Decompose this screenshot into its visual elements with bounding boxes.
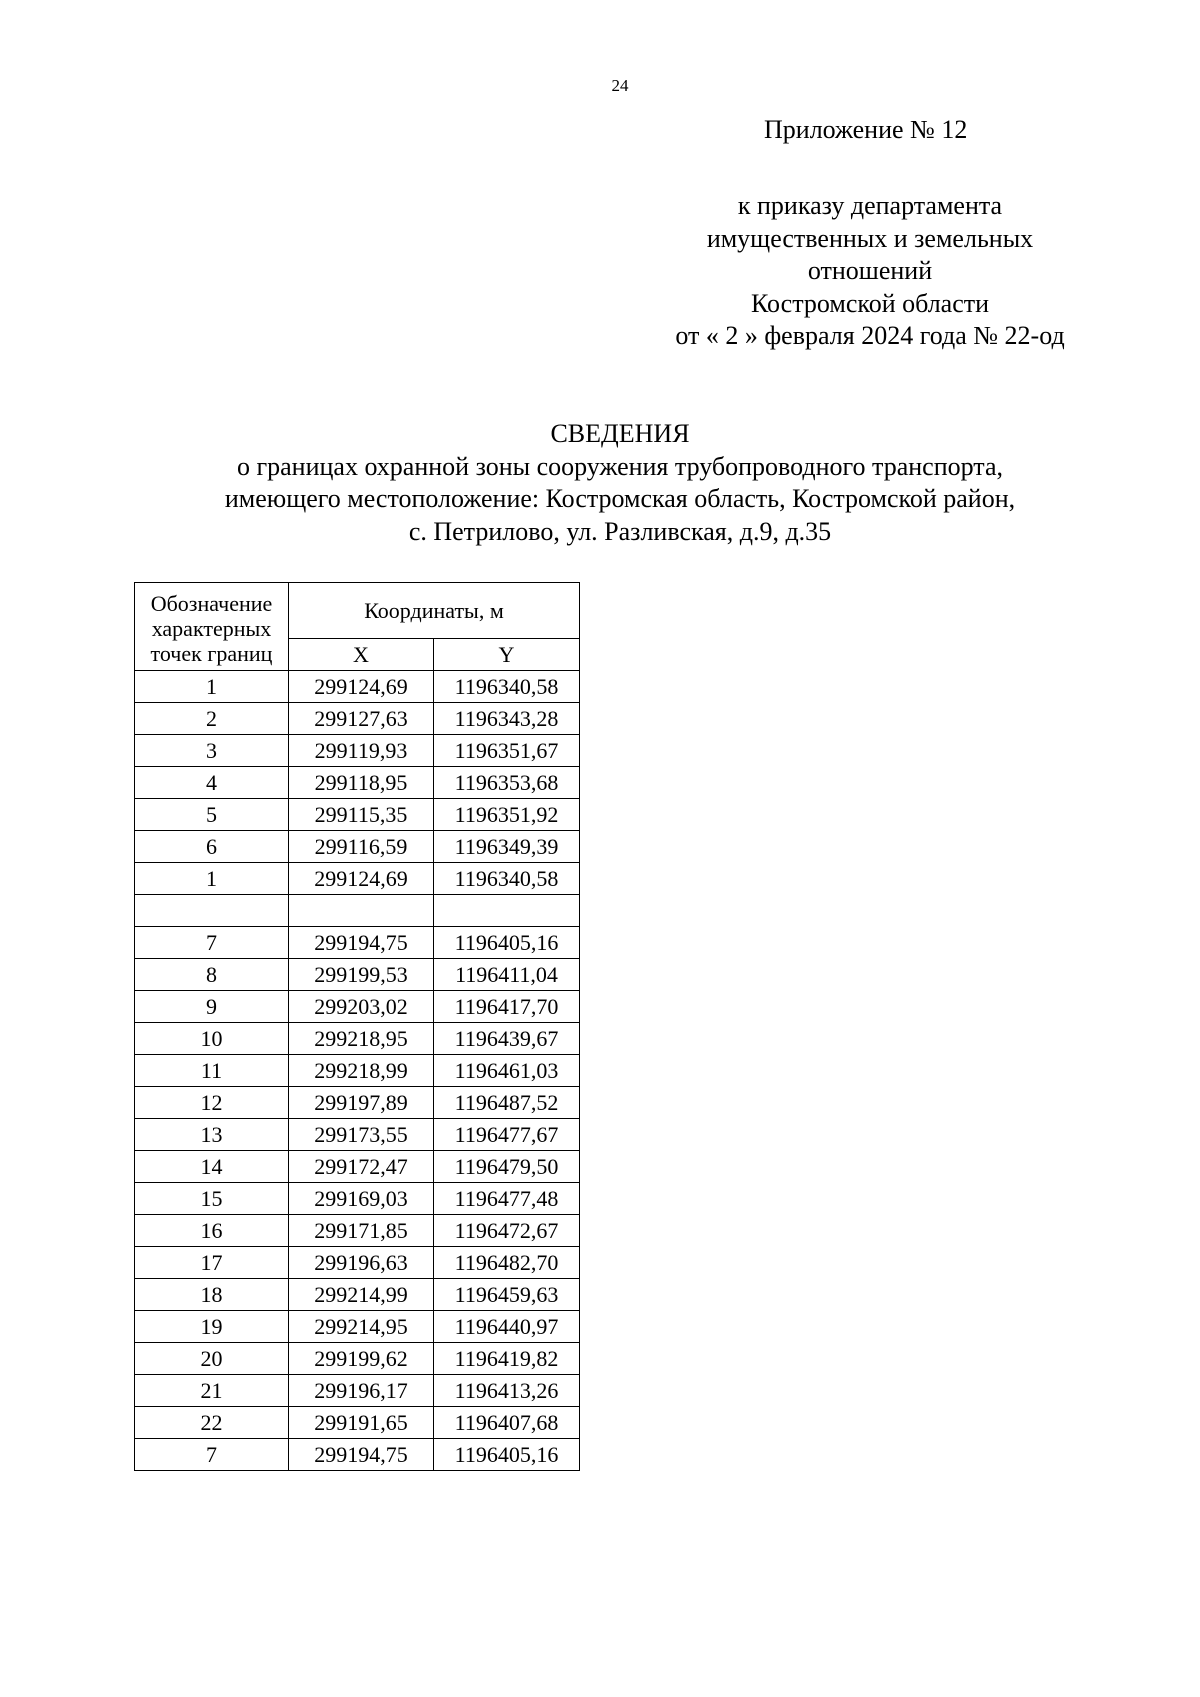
order-line: к приказу департамента: [737, 191, 1003, 220]
table-row: [135, 703, 580, 735]
point-number-cell: 7: [135, 927, 289, 959]
table-row: [135, 1279, 580, 1311]
page-number: 24: [611, 76, 629, 95]
y-coordinate-cell: 1196459,63: [434, 1279, 580, 1311]
y-coordinate-cell: 1196482,70: [434, 1247, 580, 1279]
table-row: [135, 863, 580, 895]
point-number-cell: 16: [135, 1215, 289, 1247]
x-coordinate-cell: 299119,93: [289, 735, 434, 767]
table-row: [135, 1215, 580, 1247]
point-number-cell: 22: [135, 1407, 289, 1439]
point-number-cell: 15: [135, 1183, 289, 1215]
table-row: [135, 1407, 580, 1439]
y-coordinate-cell: 1196417,70: [434, 991, 580, 1023]
table-row: [135, 1439, 580, 1471]
table-row: [135, 1119, 580, 1151]
order-line: отношений: [807, 256, 933, 285]
point-number-cell: 12: [135, 1087, 289, 1119]
point-number-cell: 18: [135, 1279, 289, 1311]
table-row: [135, 735, 580, 767]
y-coordinate-cell: 1196405,16: [434, 1439, 580, 1471]
y-coordinate-cell: 1196411,04: [434, 959, 580, 991]
y-coordinate-cell: 1196439,67: [434, 1023, 580, 1055]
x-coordinate-cell: 299218,99: [289, 1055, 434, 1087]
point-number-cell: 13: [135, 1119, 289, 1151]
x-coordinate-cell: 299199,62: [289, 1343, 434, 1375]
coordinates-table: [134, 582, 580, 1471]
point-number-cell: 4: [135, 767, 289, 799]
y-coordinate-cell: 1196477,67: [434, 1119, 580, 1151]
y-coordinate-cell: 1196343,28: [434, 703, 580, 735]
document-title: СВЕДЕНИЯ: [550, 419, 690, 448]
y-coordinate-cell: 1196472,67: [434, 1215, 580, 1247]
y-coordinate-cell: [434, 895, 580, 927]
x-coordinate-cell: 299196,63: [289, 1247, 434, 1279]
y-header: Y: [434, 639, 580, 671]
x-coordinate-cell: 299199,53: [289, 959, 434, 991]
heading-line: о границах охранной зоны сооружения трубопроводного транспорта,: [236, 451, 1004, 481]
x-coordinate-cell: 299124,69: [289, 863, 434, 895]
x-coordinate-cell: 299194,75: [289, 927, 434, 959]
x-coordinate-cell: 299124,69: [289, 671, 434, 703]
x-coordinate-cell: 299214,99: [289, 1279, 434, 1311]
table-row: [135, 1311, 580, 1343]
point-number-cell: 8: [135, 959, 289, 991]
point-number-cell: 2: [135, 703, 289, 735]
y-coordinate-cell: 1196405,16: [434, 927, 580, 959]
order-line: имущественных и земельных: [706, 223, 1034, 253]
table-row: [135, 895, 580, 927]
table-row: [135, 1023, 580, 1055]
x-coordinate-cell: 299171,85: [289, 1215, 434, 1247]
point-number-cell: 3: [135, 735, 289, 767]
x-coordinate-cell: 299116,59: [289, 831, 434, 863]
point-number-cell: [135, 895, 289, 927]
point-number-cell: 1: [135, 671, 289, 703]
point-number-cell: 7: [135, 1439, 289, 1471]
y-coordinate-cell: 1196479,50: [434, 1151, 580, 1183]
x-coordinate-cell: 299127,63: [289, 703, 434, 735]
y-coordinate-cell: 1196340,58: [434, 863, 580, 895]
y-coordinate-cell: 1196413,26: [434, 1375, 580, 1407]
x-coordinate-cell: 299173,55: [289, 1119, 434, 1151]
x-coordinate-cell: 299191,65: [289, 1407, 434, 1439]
y-coordinate-cell: 1196440,97: [434, 1311, 580, 1343]
y-coordinate-cell: 1196461,03: [434, 1055, 580, 1087]
order-line: Костромской области: [750, 288, 990, 318]
point-number-cell: 1: [135, 863, 289, 895]
x-coordinate-cell: 299214,95: [289, 1311, 434, 1343]
x-coordinate-cell: [289, 895, 434, 927]
table-row: [135, 767, 580, 799]
point-number-cell: 5: [135, 799, 289, 831]
table-row: [135, 671, 580, 703]
x-coordinate-cell: 299203,02: [289, 991, 434, 1023]
table-row: [135, 1087, 580, 1119]
table-row: [135, 959, 580, 991]
y-coordinate-cell: 1196477,48: [434, 1183, 580, 1215]
table-row: [135, 1055, 580, 1087]
y-coordinate-cell: 1196349,39: [434, 831, 580, 863]
x-coordinate-cell: 299115,35: [289, 799, 434, 831]
y-coordinate-cell: 1196340,58: [434, 671, 580, 703]
table-row: [135, 1183, 580, 1215]
point-number-cell: 14: [135, 1151, 289, 1183]
heading-line: с. Петрилово, ул. Разливская, д.9, д.35: [408, 516, 832, 546]
x-coordinate-cell: 299196,17: [289, 1375, 434, 1407]
heading-line: имеющего местоположение: Костромская область, Костромской район,: [224, 484, 1016, 513]
order-date-line: от « 2 » февраля 2024 года № 22-од: [675, 321, 1065, 350]
point-number-cell: 21: [135, 1375, 289, 1407]
x-coordinate-cell: 299169,03: [289, 1183, 434, 1215]
point-number-cell: 6: [135, 831, 289, 863]
x-coordinate-cell: 299218,95: [289, 1023, 434, 1055]
y-coordinate-cell: 1196353,68: [434, 767, 580, 799]
document-heading: [0, 418, 1200, 548]
point-number-cell: 19: [135, 1311, 289, 1343]
table-row: [135, 1375, 580, 1407]
x-coordinate-cell: 299194,75: [289, 1439, 434, 1471]
y-coordinate-cell: 1196419,82: [434, 1343, 580, 1375]
coordinates-header: Координаты, м: [289, 583, 580, 639]
point-number-cell: 10: [135, 1023, 289, 1055]
table-row: [135, 1343, 580, 1375]
coordinates-table-body: [135, 671, 580, 1471]
x-coordinate-cell: 299118,95: [289, 767, 434, 799]
x-coordinate-cell: 299197,89: [289, 1087, 434, 1119]
table-row: [135, 1151, 580, 1183]
appendix-title: Приложение № 12: [764, 115, 968, 144]
table-row: [135, 1247, 580, 1279]
point-number-cell: 17: [135, 1247, 289, 1279]
y-coordinate-cell: 1196487,52: [434, 1087, 580, 1119]
table-row: [135, 991, 580, 1023]
x-header: X: [289, 639, 434, 671]
table-row: [135, 799, 580, 831]
order-reference: [620, 190, 1120, 353]
point-number-cell: 11: [135, 1055, 289, 1087]
point-number-cell: 9: [135, 991, 289, 1023]
point-number-cell: 20: [135, 1343, 289, 1375]
y-coordinate-cell: 1196407,68: [434, 1407, 580, 1439]
y-coordinate-cell: 1196351,67: [434, 735, 580, 767]
x-coordinate-cell: 299172,47: [289, 1151, 434, 1183]
table-row: [135, 927, 580, 959]
y-coordinate-cell: 1196351,92: [434, 799, 580, 831]
table-row: [135, 831, 580, 863]
point-designation-header: Обозначение характерных точек границ: [135, 583, 289, 671]
